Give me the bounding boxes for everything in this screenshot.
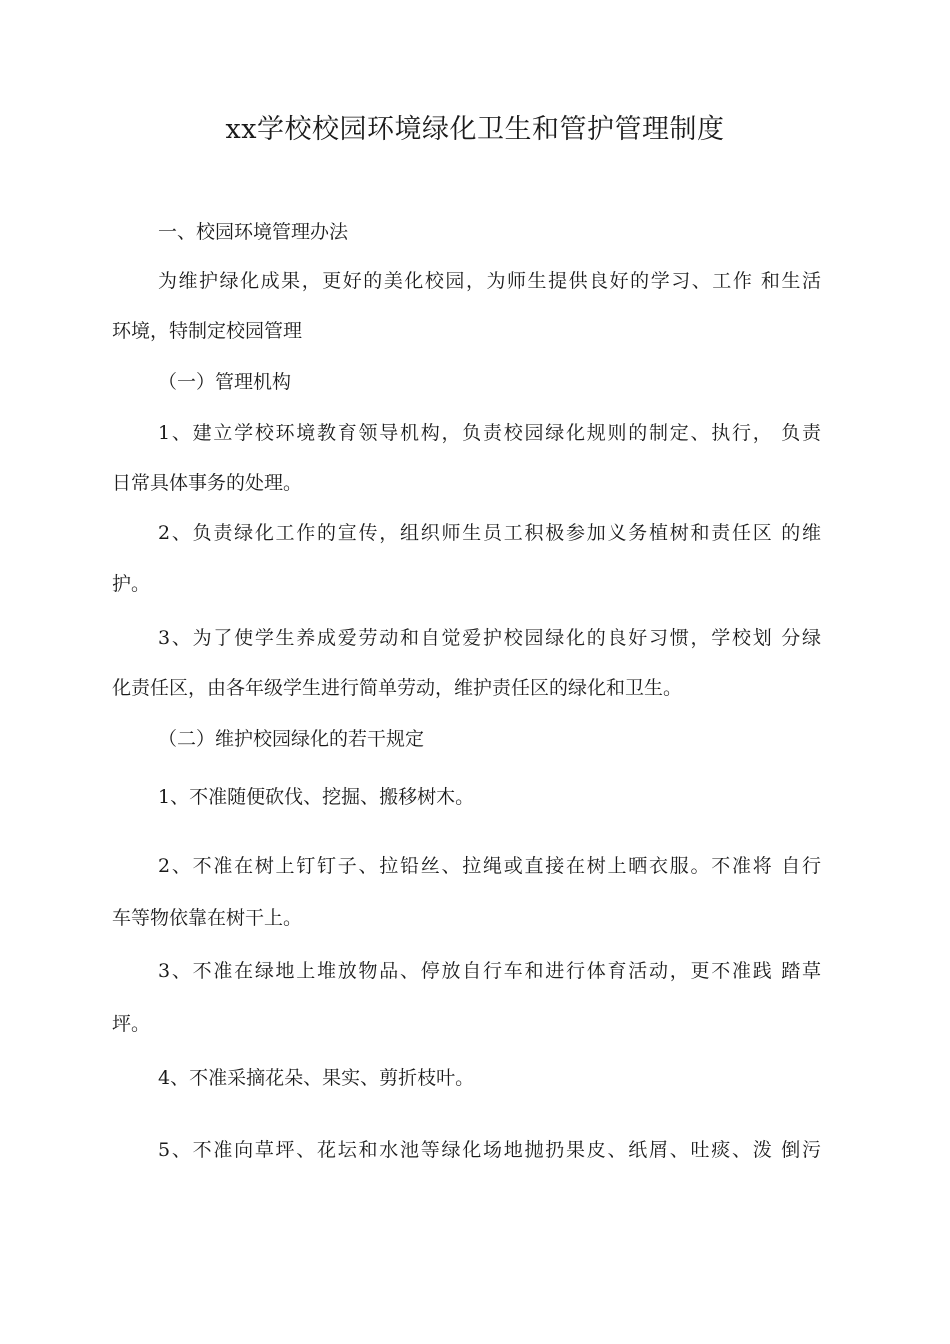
rule-1: 1、不准随便砍伐、挖掘、搬移树木。 (158, 786, 475, 808)
rule-3-line-2: 坪。 (112, 1013, 151, 1035)
subsection-heading-2: （二）维护校园绿化的若干规定 (158, 728, 425, 750)
subsection-heading-1: （一）管理机构 (158, 371, 292, 393)
rule-2-line-1: 2、不准在树上钉钉子、拉铅丝、拉绳或直接在树上晒衣服。不准将 自行 (158, 855, 821, 877)
rule-3-line-1: 3、不准在绿地上堆放物品、停放自行车和进行体育活动，更不准践 踏草 (158, 960, 821, 982)
paragraph-intro-line-1: 为维护绿化成果，更好的美化校园，为师生提供良好的学习、工作 和生活 (158, 270, 821, 292)
paragraph-intro-line-2: 环境，特制定校园管理 (112, 320, 303, 342)
item-3-line-1: 3、为了使学生养成爱劳动和自觉爱护校园绿化的良好习惯，学校划 分绿 (158, 627, 821, 649)
item-1-line-2: 日常具体事务的处理。 (112, 472, 303, 494)
rule-4: 4、不准采摘花朵、果实、剪折枝叶。 (158, 1067, 475, 1089)
item-3-line-2: 化责任区，由各年级学生进行简单劳动，维护责任区的绿化和卫生。 (112, 677, 683, 699)
item-2-line-1: 2、负责绿化工作的宣传，组织师生员工积极参加义务植树和责任区 的维 (158, 522, 821, 544)
item-1-line-1: 1、建立学校环境教育领导机构，负责校园绿化规则的制定、执行， 负责 (158, 422, 821, 444)
rule-2-line-2: 车等物依靠在树干上。 (112, 907, 303, 929)
section-heading-1: 一、校园环境管理办法 (158, 221, 349, 243)
item-2-line-2: 护。 (112, 573, 151, 595)
rule-5-line-1: 5、不准向草坪、花坛和水池等绿化场地抛扔果皮、纸屑、吐痰、泼 倒污 (158, 1139, 821, 1161)
document-title: xx学校校园环境绿化卫生和管护管理制度 (225, 114, 725, 145)
